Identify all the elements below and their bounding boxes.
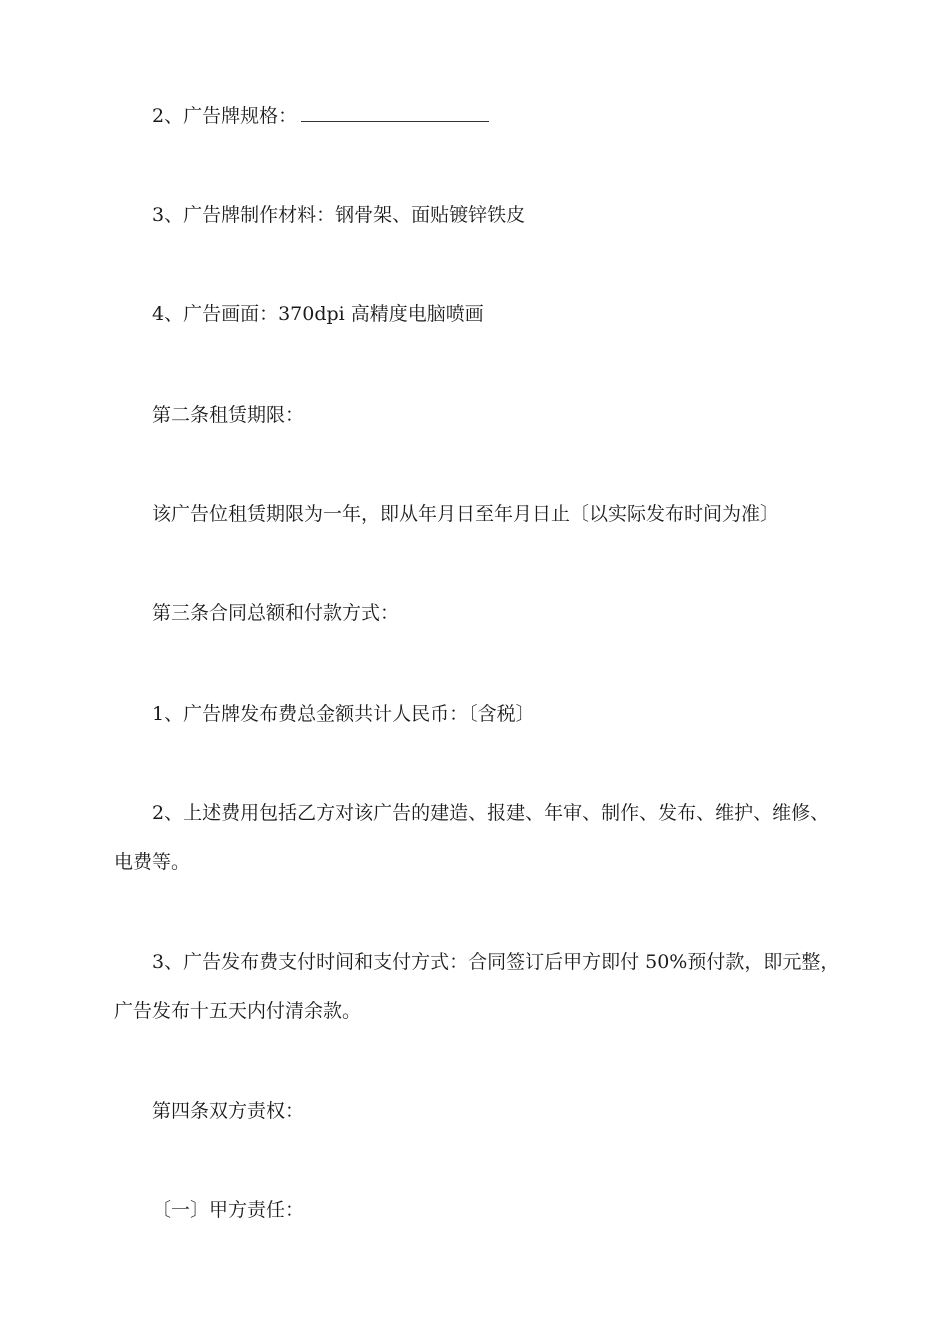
payment-item-2-line2: 电费等。 bbox=[114, 851, 191, 873]
payment-item-2-line1: 2、上述费用包括乙方对该广告的建造、报建、年审、制作、发布、维护、维修、 bbox=[152, 802, 830, 824]
article-4-title: 第四条双方责权： bbox=[152, 1100, 305, 1122]
item-2-spec bbox=[152, 104, 489, 128]
payment-item-3-line2: 广告发布十五天内付清余款。 bbox=[114, 1000, 362, 1022]
article-2-title: 第二条租赁期限： bbox=[152, 404, 305, 426]
payment-item-1: 1、广告牌发布费总金额共计人民币：〔含税〕 bbox=[152, 703, 535, 725]
article-3-title: 第三条合同总额和付款方式： bbox=[152, 602, 400, 624]
article-2-body: 该广告位租赁期限为一年，即从年月日至年月日止〔以实际发布时间为准〕 bbox=[152, 503, 780, 525]
payment-item-3-line1: 3、广告发布费支付时间和支付方式：合同签订后甲方即付 50%预付款，即元整， bbox=[152, 951, 840, 973]
item-2-spec-label: 2、广告牌规格： bbox=[152, 105, 298, 127]
item-4-print: 4、广告画面：370dpi 高精度电脑喷画 bbox=[152, 303, 484, 325]
party-a-title: 〔一〕甲方责任： bbox=[152, 1199, 305, 1221]
spec-blank-line bbox=[301, 105, 489, 122]
item-3-material: 3、广告牌制作材料：钢骨架、面贴镀锌铁皮 bbox=[152, 204, 526, 226]
